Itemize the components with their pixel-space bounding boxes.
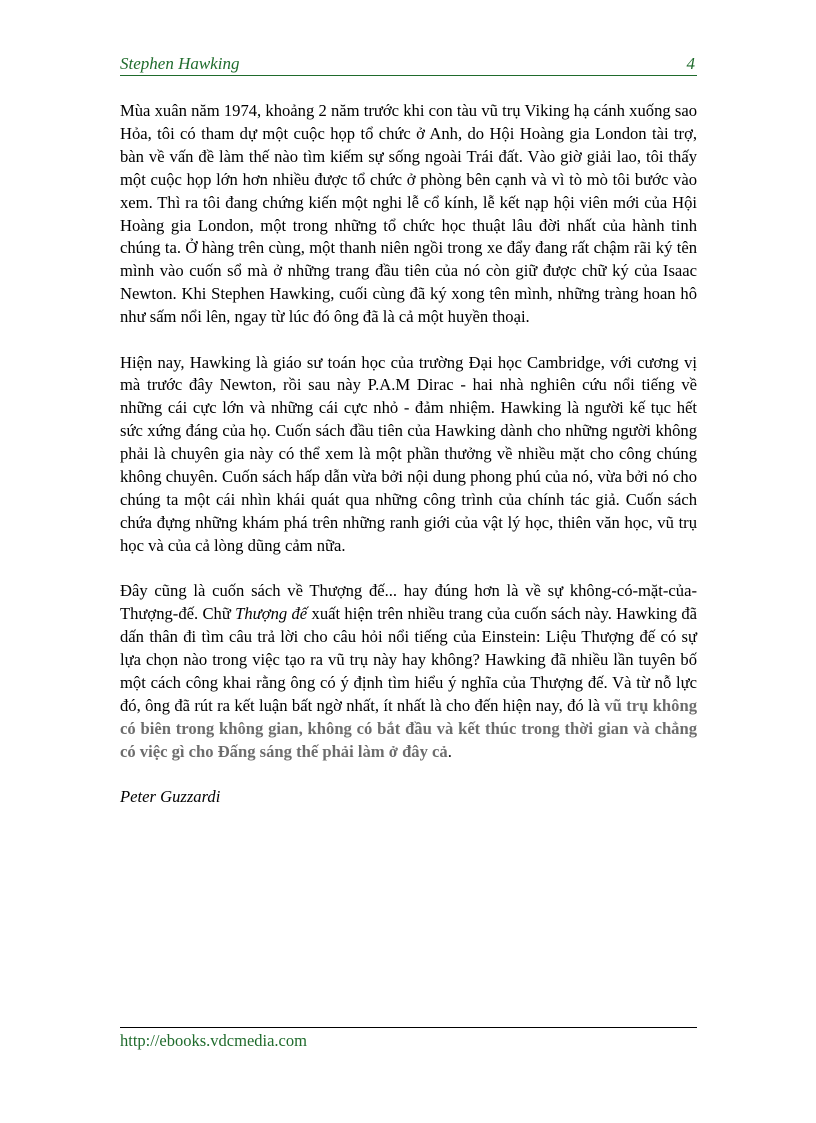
paragraph-3-end: . <box>447 741 452 761</box>
paragraph-3-text-a: Đây cũng là cuốn sách về Thượng đế... hay đúng hơn là về sự không-có-mặt-của-Thượng-đế. Chữ <box>120 581 697 624</box>
page-header <box>120 53 697 76</box>
footer-divider <box>120 1027 697 1028</box>
paragraph-3-italic-term: Thượng đế <box>235 604 308 624</box>
page-number: 4 <box>686 54 695 73</box>
paragraph-2: Hiện nay, Hawking là giáo sư toán học của trường Đại học Cambridge, với cương vị mà trước đây Newton, rồi sau này P.A.M Dirac - hai nhà nghiên cứu nổi tiếng về những cái cực lớn và những cái cực nhỏ - đảm nhiệm. Hawking là người kế tục hết sức xứng đáng của họ. Cuốn sách đầu tiên của Hawking dành cho những người không phải là chuyên gia này có thể xem là một phần thưởng về nhiều mặt cho công chúng không chuyên. Cuốn sách hấp dẫn vừa bởi nội dung phong phú của nó, vừa bởi nó cho chúng ta một cái nhìn khái quát qua những công trình của chính tác giả. Cuốn sách chứa đựng những khám phá trên những ranh giới của vật lý học, thiên văn học, vũ trụ học và của cả lòng dũng cảm nữa. <box>120 352 697 555</box>
paragraph-3-highlight: vũ trụ không có biên trong không gian, không có bắt đầu và kết thúc trong thời gian và chẳng có việc gì cho Đấng sáng thế phải làm ở đây cả <box>120 695 697 761</box>
footer-url[interactable]: http://ebooks.vdcmedia.com <box>120 1031 307 1050</box>
page-body <box>120 100 697 831</box>
header-title: Stephen Hawking <box>120 54 240 73</box>
paragraph-3 <box>120 580 697 763</box>
signature: Peter Guzzardi <box>120 786 221 806</box>
paragraph-3-text-b: xuất hiện trên nhiều trang của cuốn sách này. Hawking đã dấn thân đi tìm câu trả lời cho câu hỏi nổi tiếng của Einstein: Liệu Thượng đế có sự lựa chọn nào trong việc tạo ra vũ trụ này hay không? Hawking đã nhiều lần tuyên bố một cách công khai rằng ông có ý định tìm hiểu ý nghĩa của Thượng đế. Và từ nỗ lực đó, ông đã rút ra kết luận bất ngờ nhất, ít nhất là cho đến hiện nay, đó là <box>120 604 697 715</box>
paragraph-1: Mùa xuân năm 1974, khoảng 2 năm trước khi con tàu vũ trụ Viking hạ cánh xuống sao Hỏa, tôi có tham dự một cuộc họp tổ chức ở Anh, do Hội Hoàng gia London tài trợ, bàn về vấn đề làm thế nào tìm kiếm sự sống ngoài Trái đất. Vào giờ giải lao, tôi thấy một cuộc họp lớn hơn nhiều được tổ chức ở phòng bên cạnh và vì tò mò tôi bước vào xem. Thì ra tôi đang chứng kiến một nghi lễ cổ kính, lễ kết nạp hội viên mới của Hội Hoàng gia London, một trong những tổ chức học thuật lâu đời nhất của hành tinh chúng ta. Ở hàng trên cùng, một thanh niên ngồi trong xe đẩy đang rất chậm rãi ký tên mình vào cuốn sổ mà ở những trang đầu tiên của nó còn giữ được chữ ký của Isaac Newton. Khi Stephen Hawking, cuối cùng đã ký xong tên mình, những tràng hoan hô như sấm nổi lên, ngay từ lúc đó ông đã là cả một huyền thoại. <box>120 101 697 327</box>
